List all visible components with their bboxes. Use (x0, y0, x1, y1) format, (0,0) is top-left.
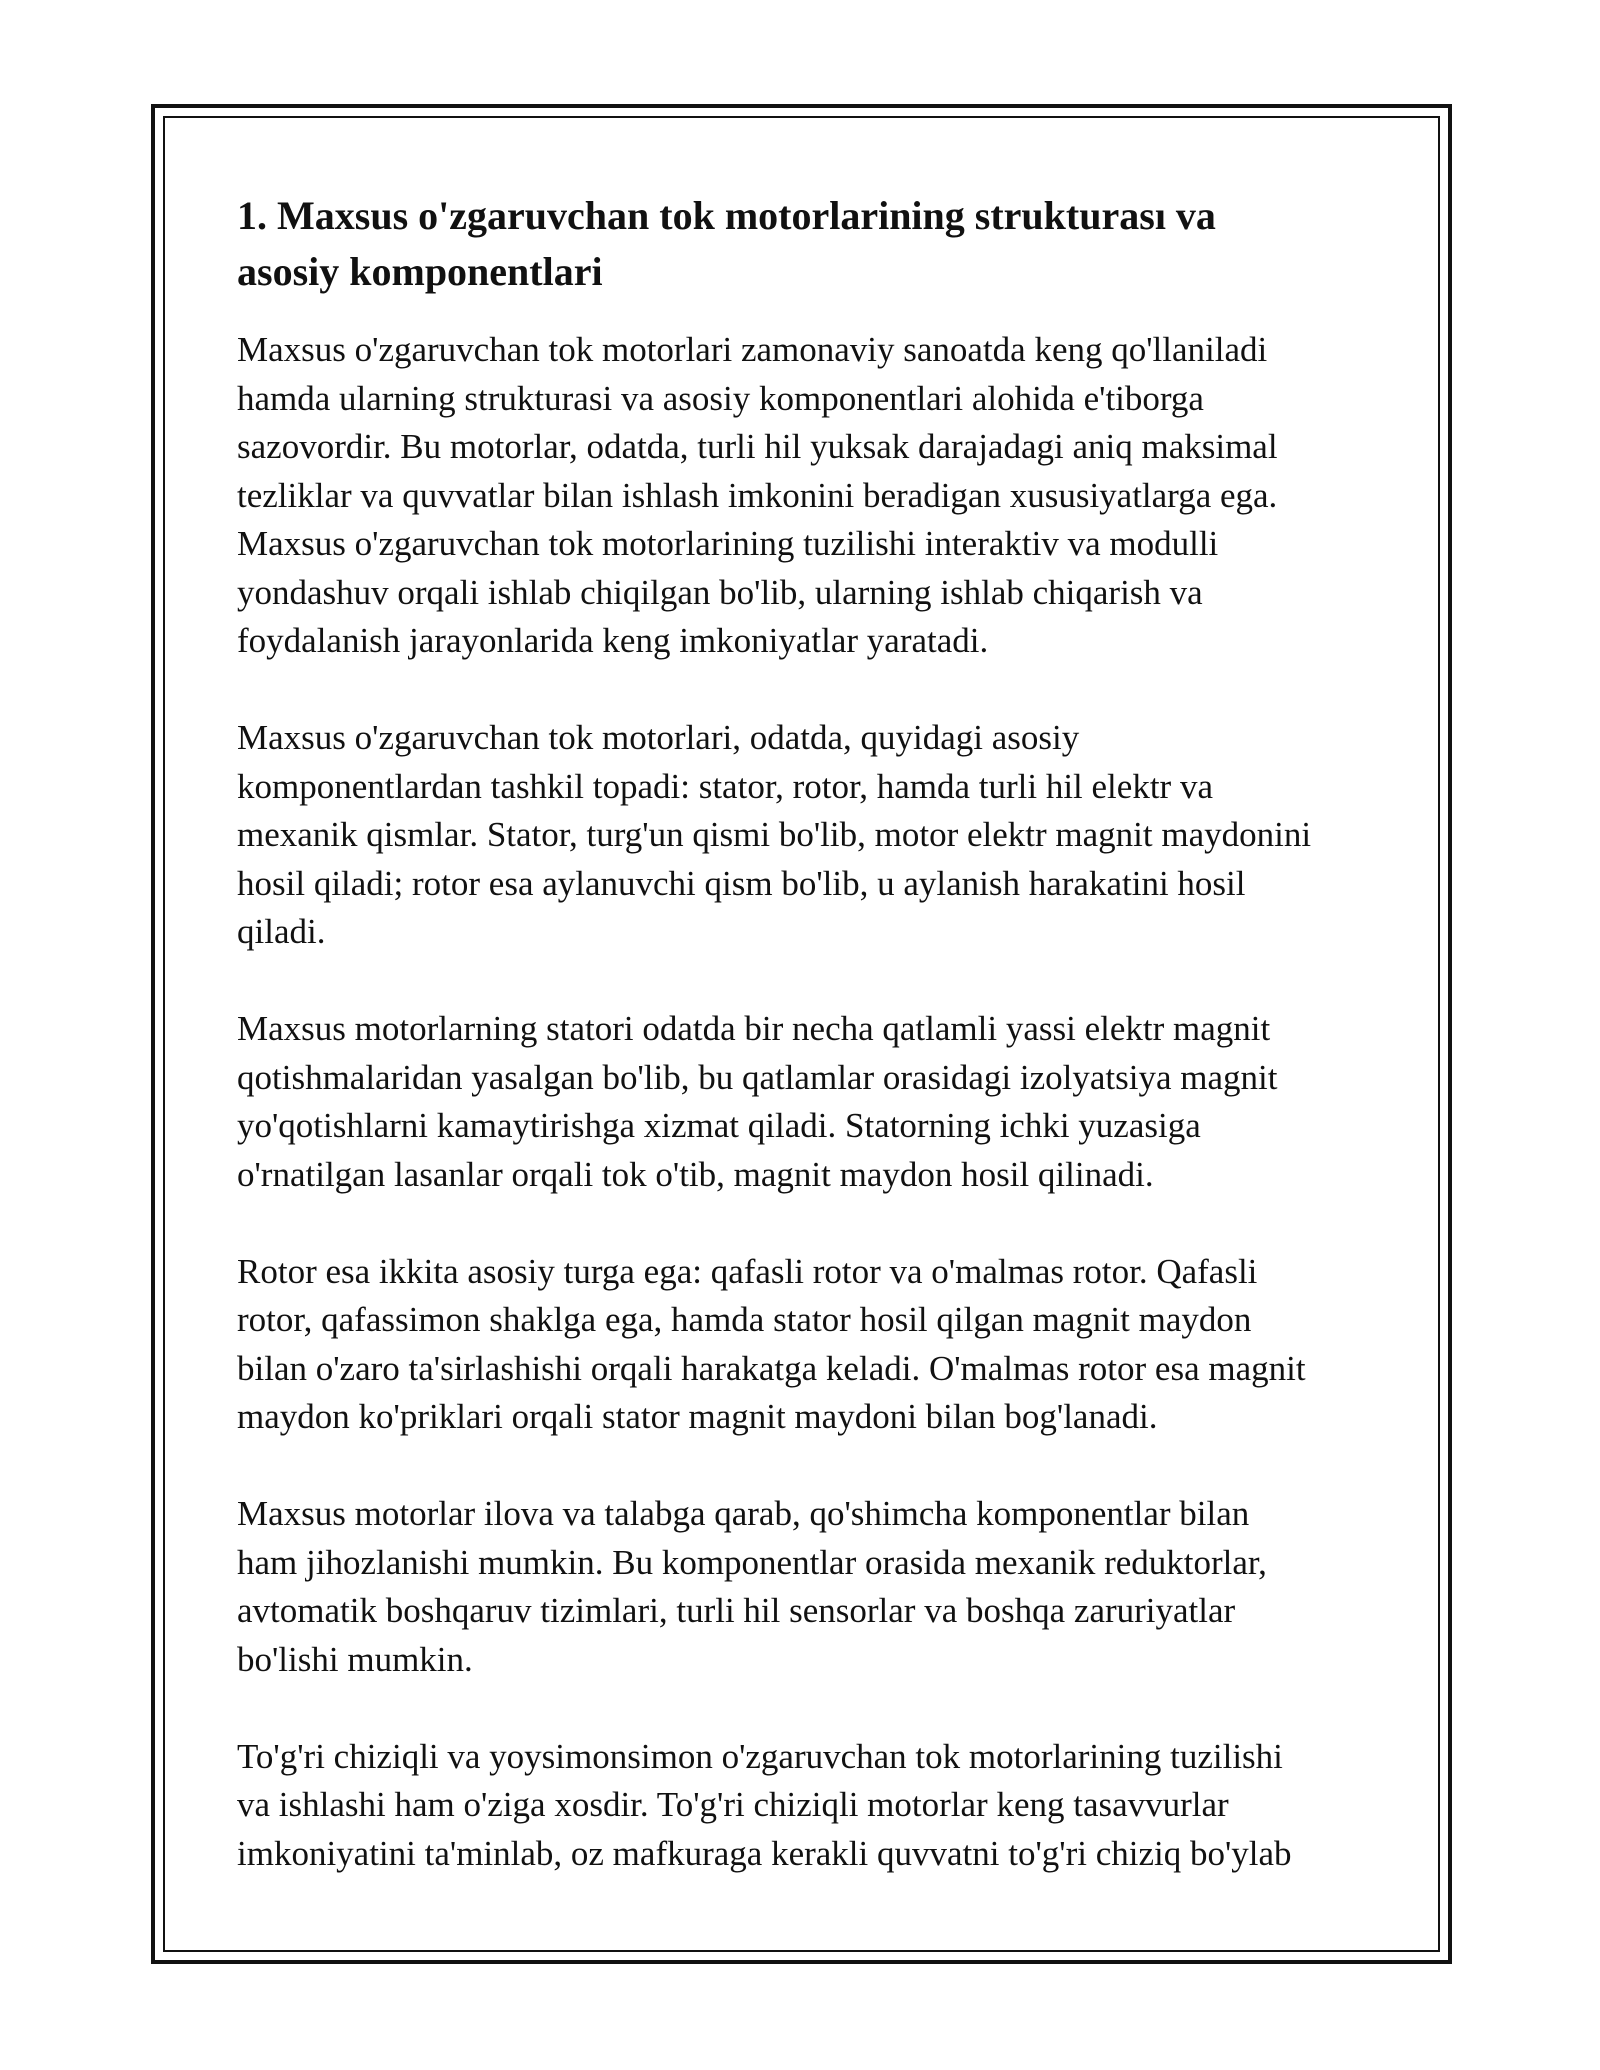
paragraph-6 (237, 1733, 1387, 1879)
text-line: yo'qotishlarni kamaytirishga xizmat qiladi. Statorning ichki yuzasiga (237, 1106, 1201, 1145)
document-content (237, 188, 1387, 1878)
paragraph-5 (237, 1490, 1387, 1684)
text-line: maydon ko'priklari orqali stator magnit maydoni bilan bog'lanadi. (237, 1397, 1158, 1436)
text-line: bilan o'zaro ta'sirlashishi orqali harakatga keladi. O'malmas rotor esa magnit (237, 1348, 1306, 1388)
text-line: Maxsus o'zgaruvchan tok motorlarining tuzilishi interaktiv va modulli (237, 524, 1219, 563)
text-line: avtomatik boshqaruv tizimlari, turli hil sensorlar va boshqa zaruriyatlar (237, 1591, 1236, 1630)
text-line: foydalanish jarayonlarida keng imkoniyatlar yaratadi. (237, 621, 989, 660)
text-line: yondashuv orqali ishlab chiqilgan bo'lib, ularning ishlab chiqarish va (237, 572, 1203, 612)
paragraph-4 (237, 1248, 1387, 1442)
text-line: mexanik qismlar. Stator, turg'un qismi bo'lib, motor elektr magnit maydonini (237, 815, 1312, 854)
section-heading (237, 188, 1387, 300)
heading-line: asosiy komponentlari (237, 249, 603, 294)
text-line: va ishlashi ham o'ziga xosdir. To'g'ri chiziqli motorlar keng tasavvurlar (237, 1785, 1229, 1824)
text-line: qotishmalaridan yasalgan bo'lib, bu qatlamlar orasidagi izolyatsiya magnit (237, 1057, 1278, 1097)
text-line: o'rnatilgan lasanlar orqali tok o'tib, magnit maydon hosil qilinadi. (237, 1154, 1154, 1194)
text-line: hamda ularning strukturasi va asosiy komponentlari alohida e'tiborga (237, 378, 1204, 418)
text-line: ham jihozlanishi mumkin. Bu komponentlar orasida mexanik reduktorlar, (237, 1542, 1267, 1582)
text-line: Maxsus motorlarning statori odatda bir necha qatlamli yassi elektr magnit (237, 1009, 1271, 1048)
text-line: Maxsus o'zgaruvchan tok motorlari, odatda, quyidagi asosiy (237, 718, 1080, 757)
text-line: imkoniyatini ta'minlab, oz mafkuraga kerakli quvvatni to'g'ri chiziq bo'ylab (237, 1833, 1292, 1873)
paragraph-2 (237, 714, 1387, 957)
heading-line: 1. Maxsus o'zgaruvchan tok motorlarining strukturası va (237, 193, 1216, 238)
text-line: Maxsus motorlar ilova va talabga qarab, qo'shimcha komponentlar bilan (237, 1494, 1250, 1533)
text-line: rotor, qafassimon shaklga ega, hamda stator hosil qilgan magnit maydon (237, 1300, 1252, 1339)
text-line: Rotor esa ikkita asosiy turga ega: qafasli rotor va o'malmas rotor. Qafasli (237, 1251, 1258, 1291)
text-line: komponentlardan tashkil topadi: stator, rotor, hamda turli hil elektr va (237, 766, 1213, 806)
text-line: Maxsus o'zgaruvchan tok motorlari zamonaviy sanoatda keng qo'llaniladi (237, 330, 1268, 369)
paragraph-1 (237, 326, 1387, 666)
text-line: qiladi. (237, 912, 326, 951)
text-line: bo'lishi mumkin. (237, 1639, 473, 1679)
text-line: hosil qiladi; rotor esa aylanuvchi qism bo'lib, u aylanish harakatini hosil (237, 863, 1246, 903)
text-line: tezliklar va quvvatlar bilan ishlash imkonini beradigan xususiyatlarga ega. (237, 475, 1278, 515)
text-line: sazovordir. Bu motorlar, odatda, turli hil yuksak darajadagi aniq maksimal (237, 427, 1278, 466)
text-line: To'g'ri chiziqli va yoysimonsimon o'zgaruvchan tok motorlarining tuzilishi (237, 1736, 1283, 1776)
paragraph-3 (237, 1005, 1387, 1199)
